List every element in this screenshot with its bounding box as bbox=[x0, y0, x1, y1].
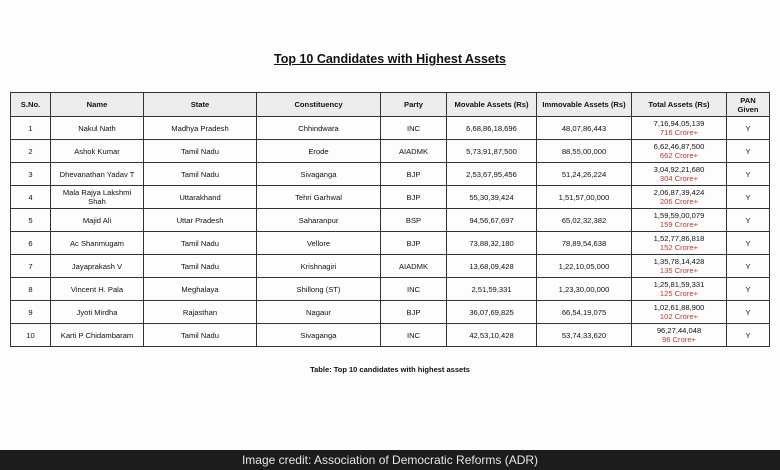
table-row bbox=[11, 163, 770, 186]
cell-constituency: Sivaganga bbox=[257, 324, 381, 347]
cell-constituency: Sivaganga bbox=[257, 163, 381, 186]
total-assets-value: 2,06,87,39,424 bbox=[653, 188, 705, 197]
cell-party: BJP bbox=[381, 163, 447, 186]
cell-constituency: Vellore bbox=[257, 232, 381, 255]
table-row bbox=[11, 301, 770, 324]
cell-sno: 6 bbox=[11, 232, 51, 255]
col-header-pan: PAN Given bbox=[727, 93, 770, 117]
cell-party: INC bbox=[381, 117, 447, 140]
total-assets-value: 1,52,77,86,818 bbox=[653, 234, 705, 243]
cell-party: BJP bbox=[381, 232, 447, 255]
cell-sno: 2 bbox=[11, 140, 51, 163]
cell-immovable: 51,24,26,224 bbox=[537, 163, 632, 186]
cell-total bbox=[632, 117, 727, 140]
total-assets-crore: 716 Crore+ bbox=[659, 128, 699, 137]
cell-state: Uttar Pradesh bbox=[144, 209, 257, 232]
col-header-party: Party bbox=[381, 93, 447, 117]
table-body bbox=[11, 117, 770, 347]
cell-state: Tamil Nadu bbox=[144, 140, 257, 163]
cell-state: Rajasthan bbox=[144, 301, 257, 324]
cell-total bbox=[632, 301, 727, 324]
cell-name: Nakul Nath bbox=[51, 117, 144, 140]
cell-party: BJP bbox=[381, 186, 447, 209]
total-assets-value: 3,04,92,21,680 bbox=[653, 165, 705, 174]
cell-constituency: Shillong (ST) bbox=[257, 278, 381, 301]
cell-name: Jayaprakash V bbox=[51, 255, 144, 278]
cell-total bbox=[632, 232, 727, 255]
cell-sno: 8 bbox=[11, 278, 51, 301]
table-row bbox=[11, 232, 770, 255]
cell-name: Majid Ali bbox=[51, 209, 144, 232]
image-credit-bar: Image credit: Association of Democratic Reforms (ADR) bbox=[0, 450, 780, 470]
cell-movable: 42,53,10,428 bbox=[447, 324, 537, 347]
total-assets-crore: 206 Crore+ bbox=[659, 197, 699, 206]
cell-total bbox=[632, 209, 727, 232]
cell-name: Vincent H. Pala bbox=[51, 278, 144, 301]
cell-pan: Y bbox=[727, 209, 770, 232]
cell-pan: Y bbox=[727, 301, 770, 324]
cell-movable: 6,68,86,18,696 bbox=[447, 117, 537, 140]
cell-pan: Y bbox=[727, 140, 770, 163]
cell-pan: Y bbox=[727, 255, 770, 278]
total-assets-crore: 125 Crore+ bbox=[659, 289, 699, 298]
col-header-sno: S.No. bbox=[11, 93, 51, 117]
cell-party: INC bbox=[381, 324, 447, 347]
cell-movable: 36,07,69,825 bbox=[447, 301, 537, 324]
cell-state: Tamil Nadu bbox=[144, 163, 257, 186]
table-row bbox=[11, 255, 770, 278]
total-assets-value: 96,27,44,048 bbox=[656, 326, 702, 335]
cell-sno: 1 bbox=[11, 117, 51, 140]
cell-immovable: 1,23,30,00,000 bbox=[537, 278, 632, 301]
cell-sno: 3 bbox=[11, 163, 51, 186]
total-assets-value: 1,59,59,00,079 bbox=[653, 211, 705, 220]
table-row bbox=[11, 209, 770, 232]
cell-party: BJP bbox=[381, 301, 447, 324]
cell-movable: 73,88,32,180 bbox=[447, 232, 537, 255]
total-assets-crore: 152 Crore+ bbox=[659, 243, 699, 252]
cell-immovable: 78,89,54,638 bbox=[537, 232, 632, 255]
cell-name: Karti P Chidambaram bbox=[51, 324, 144, 347]
cell-movable: 55,30,39,424 bbox=[447, 186, 537, 209]
cell-party: AIADMK bbox=[381, 255, 447, 278]
cell-constituency: Saharanpur bbox=[257, 209, 381, 232]
cell-immovable: 48,07,86,443 bbox=[537, 117, 632, 140]
cell-pan: Y bbox=[727, 186, 770, 209]
table-title-text: Top 10 Candidates with Highest Assets bbox=[274, 52, 506, 66]
cell-movable: 94,56,67,697 bbox=[447, 209, 537, 232]
total-assets-crore: 102 Crore+ bbox=[659, 312, 699, 321]
cell-immovable: 65,02,32,382 bbox=[537, 209, 632, 232]
total-assets-crore: 96 Crore+ bbox=[662, 335, 696, 344]
cell-state: Tamil Nadu bbox=[144, 255, 257, 278]
cell-state: Meghalaya bbox=[144, 278, 257, 301]
cell-immovable: 1,51,57,00,000 bbox=[537, 186, 632, 209]
total-assets-value: 1,02,61,88,900 bbox=[653, 303, 705, 312]
cell-name: Mala Rajya Lakshmi Shah bbox=[51, 186, 144, 209]
cell-state: Tamil Nadu bbox=[144, 324, 257, 347]
cell-pan: Y bbox=[727, 117, 770, 140]
cell-total bbox=[632, 140, 727, 163]
total-assets-value: 6,62,46,87,500 bbox=[653, 142, 705, 151]
col-header-immovable: Immovable Assets (Rs) bbox=[537, 93, 632, 117]
table-row bbox=[11, 324, 770, 347]
cell-constituency: Tehri Garhwal bbox=[257, 186, 381, 209]
cell-pan: Y bbox=[727, 324, 770, 347]
cell-sno: 9 bbox=[11, 301, 51, 324]
total-assets-value: 1,35,78,14,428 bbox=[653, 257, 705, 266]
cell-sno: 5 bbox=[11, 209, 51, 232]
cell-immovable: 66,54,19,075 bbox=[537, 301, 632, 324]
cell-name: Ac Shanmugam bbox=[51, 232, 144, 255]
cell-pan: Y bbox=[727, 232, 770, 255]
cell-immovable: 88,55,00,000 bbox=[537, 140, 632, 163]
col-header-name: Name bbox=[51, 93, 144, 117]
cell-state: Tamil Nadu bbox=[144, 232, 257, 255]
cell-movable: 13,68,09,428 bbox=[447, 255, 537, 278]
cell-sno: 7 bbox=[11, 255, 51, 278]
table-title bbox=[0, 52, 780, 66]
cell-sno: 4 bbox=[11, 186, 51, 209]
cell-total bbox=[632, 324, 727, 347]
cell-movable: 5,73,91,87,500 bbox=[447, 140, 537, 163]
col-header-constituency: Constituency bbox=[257, 93, 381, 117]
table-row bbox=[11, 278, 770, 301]
col-header-total: Total Assets (Rs) bbox=[632, 93, 727, 117]
cell-total bbox=[632, 163, 727, 186]
cell-movable: 2,53,67,95,456 bbox=[447, 163, 537, 186]
table-row bbox=[11, 117, 770, 140]
cell-constituency: Chhindwara bbox=[257, 117, 381, 140]
cell-pan: Y bbox=[727, 278, 770, 301]
cell-state: Uttarakhand bbox=[144, 186, 257, 209]
cell-party: INC bbox=[381, 278, 447, 301]
total-assets-crore: 304 Crore+ bbox=[659, 174, 699, 183]
total-assets-crore: 662 Crore+ bbox=[659, 151, 699, 160]
cell-total bbox=[632, 278, 727, 301]
cell-state: Madhya Pradesh bbox=[144, 117, 257, 140]
cell-constituency: Erode bbox=[257, 140, 381, 163]
header-row bbox=[11, 93, 770, 117]
table-row bbox=[11, 186, 770, 209]
total-assets-value: 7,16,94,05,139 bbox=[653, 119, 705, 128]
cell-name: Ashok Kumar bbox=[51, 140, 144, 163]
cell-sno: 10 bbox=[11, 324, 51, 347]
cell-movable: 2,51,59,331 bbox=[447, 278, 537, 301]
table-row bbox=[11, 140, 770, 163]
cell-name: Jyoti Mirdha bbox=[51, 301, 144, 324]
cell-party: AIADMK bbox=[381, 140, 447, 163]
cell-immovable: 53,74,33,620 bbox=[537, 324, 632, 347]
cell-pan: Y bbox=[727, 163, 770, 186]
cell-name: Dhevanathan Yadav T bbox=[51, 163, 144, 186]
cell-total bbox=[632, 186, 727, 209]
cell-party: BSP bbox=[381, 209, 447, 232]
col-header-movable: Movable Assets (Rs) bbox=[447, 93, 537, 117]
total-assets-value: 1,25,81,59,331 bbox=[653, 280, 705, 289]
cell-constituency: Nagaur bbox=[257, 301, 381, 324]
cell-immovable: 1,22,10,05,000 bbox=[537, 255, 632, 278]
table-caption: Table: Top 10 candidates with highest assets bbox=[310, 365, 470, 374]
total-assets-crore: 159 Crore+ bbox=[659, 220, 699, 229]
col-header-state: State bbox=[144, 93, 257, 117]
cell-constituency: Krishnagiri bbox=[257, 255, 381, 278]
cell-total bbox=[632, 255, 727, 278]
total-assets-crore: 135 Crore+ bbox=[659, 266, 699, 275]
assets-table bbox=[10, 92, 770, 347]
